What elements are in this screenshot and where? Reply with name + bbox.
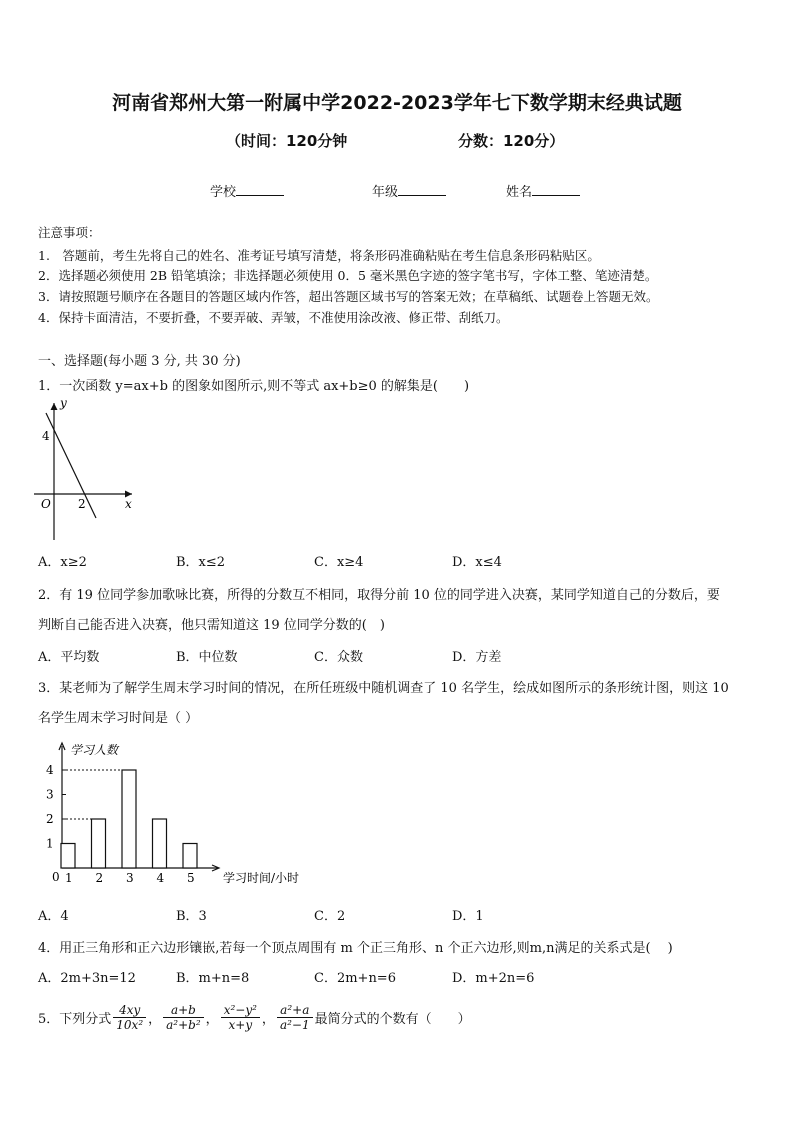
chart-origin-label: 0: [52, 870, 60, 884]
separator: ，: [148, 1012, 162, 1027]
x-tick-label: 3: [126, 871, 134, 885]
name-field[interactable]: [506, 181, 580, 200]
x-tick-label: 1: [65, 871, 73, 885]
x-axis-title: 学习时间/小时: [223, 871, 300, 885]
fraction-denominator: 10x²: [116, 1018, 144, 1032]
bar-2: [92, 819, 106, 868]
fraction-numerator: 4xy: [113, 1003, 146, 1018]
q1-option-d[interactable]: D．x≤4: [452, 555, 502, 570]
fraction-2: [163, 1003, 204, 1032]
q1-function-graph: [34, 395, 144, 545]
question-1: 1．一次函数 y=ax+b 的图象如图所示,则不等式 ax+b≥0 的解集是( ): [38, 379, 470, 394]
y-tick-label: 3: [46, 787, 54, 802]
y-tick-label: 1: [46, 836, 54, 851]
exam-title: 河南省郑州大第一附属中学2022-2023学年七下数学期末经典试题: [112, 92, 682, 114]
q2-option-a[interactable]: A．平均数: [38, 650, 100, 665]
fraction-numerator: x²−y²: [221, 1003, 260, 1018]
question-3-line1: 3．某老师为了解学生周末学习时间的情况，在所任班级中随机调查了 10 名学生，绘成如图所示的条形统计图，则这 10: [38, 681, 729, 696]
notes-heading: 注意事项：: [38, 225, 101, 240]
origin-label: O: [41, 497, 51, 511]
exam-score: 分数：120分）: [458, 132, 565, 150]
grade-field[interactable]: [372, 181, 446, 200]
q3-option-a[interactable]: A．4: [38, 909, 69, 924]
y-tick-label: 4: [46, 763, 54, 777]
fraction-numerator: a²+a: [277, 1003, 313, 1018]
q2-option-c[interactable]: C．众数: [314, 650, 363, 665]
x-intercept-label: 2: [78, 497, 86, 511]
exam-time: （时间：120分钟: [226, 132, 348, 150]
q2-option-b[interactable]: B．中位数: [176, 650, 238, 665]
grade-label: 年级: [372, 185, 399, 200]
fraction-denominator: x+y: [228, 1018, 253, 1032]
x-axis-label: x: [125, 497, 132, 511]
x-tick-label: 4: [156, 871, 165, 885]
name-blank[interactable]: [532, 183, 580, 196]
question-4: 4．用正三角形和正六边形镶嵌,若每一个顶点周围有 m 个正三角形、n 个正六边形,则m,n满足的关系式是( ): [38, 941, 673, 956]
school-label: 学校: [210, 185, 237, 200]
question-2-line1: 2．有 19 位同学参加歌咏比赛，所得的分数互不相同，取得分前 10 位的同学进入决赛，某同学知道自己的分数后，要: [38, 588, 720, 603]
q3-option-c[interactable]: C．2: [314, 909, 346, 924]
fraction-4: [277, 1003, 313, 1032]
school-field[interactable]: [210, 181, 284, 200]
q1-option-c[interactable]: C．x≥4: [314, 555, 364, 570]
q3-option-b[interactable]: B．3: [176, 909, 207, 924]
separator: ，: [261, 1012, 275, 1027]
school-blank[interactable]: [236, 183, 284, 196]
bar-1: [61, 844, 75, 869]
q4-option-d[interactable]: D．m+2n=6: [452, 971, 535, 986]
y-axis-title: 学习人数: [70, 743, 119, 757]
q3-option-d[interactable]: D．1: [452, 909, 484, 924]
note-item: 2．选择题必须使用 2B 铅笔填涂；非选择题必须使用 0．5 毫米黑色字迹的签字笔书写，字体工整、笔迹清楚。: [38, 268, 658, 283]
y-tick-label: 2: [46, 812, 54, 826]
q5-prefix: 5．下列分式: [38, 1012, 112, 1027]
fraction-3: [221, 1003, 260, 1032]
y-axis-label: y: [60, 396, 67, 410]
x-tick-label: 2: [95, 871, 104, 885]
fraction-denominator: a²−1: [279, 1018, 310, 1032]
note-item: 1. 答题前，考生先将自己的姓名、准考证号填写清楚，将条形码准确粘贴在考生信息条形码粘贴区。: [38, 248, 600, 263]
grade-blank[interactable]: [398, 183, 446, 196]
q1-option-b[interactable]: B．x≤2: [176, 555, 226, 570]
q4-option-b[interactable]: B．m+n=8: [176, 971, 250, 986]
question-5: [38, 1003, 471, 1032]
y-intercept-label: 4: [42, 429, 50, 443]
bar-4: [153, 819, 167, 868]
fraction-1: [113, 1003, 146, 1032]
q4-option-c[interactable]: C．2m+n=6: [314, 971, 396, 986]
note-item: 4．保持卡面清洁，不要折叠，不要弄破、弄皱，不准使用涂改液、修正带、刮纸刀。: [38, 310, 509, 325]
q5-suffix: 最简分式的个数有（ ）: [314, 1012, 471, 1027]
section-heading: 一、选择题(每小题 3 分, 共 30 分): [38, 354, 241, 369]
fraction-denominator: a²+b²: [166, 1018, 201, 1032]
note-item: 3．请按照题号顺序在各题目的答题区域内作答，超出答题区域书写的答案无效；在草稿纸、试题卷上答题无效。: [38, 289, 659, 304]
question-2-line2: 判断自己能否进入决赛，他只需知道这 19 位同学分数的( ): [38, 618, 385, 633]
q4-option-a[interactable]: A．2m+3n=12: [38, 971, 136, 986]
question-3-line2: 名学生周末学习时间是（ ）: [38, 711, 199, 726]
q2-option-d[interactable]: D．方差: [452, 650, 502, 665]
separator: ，: [205, 1012, 219, 1027]
x-tick-label: 5: [187, 871, 195, 885]
bar-3: [122, 770, 136, 868]
q1-option-a[interactable]: A．x≥2: [38, 555, 87, 570]
bar-5: [183, 844, 197, 869]
q3-bar-chart: [40, 738, 330, 893]
fraction-numerator: a+b: [163, 1003, 204, 1018]
name-label: 姓名: [506, 185, 533, 200]
